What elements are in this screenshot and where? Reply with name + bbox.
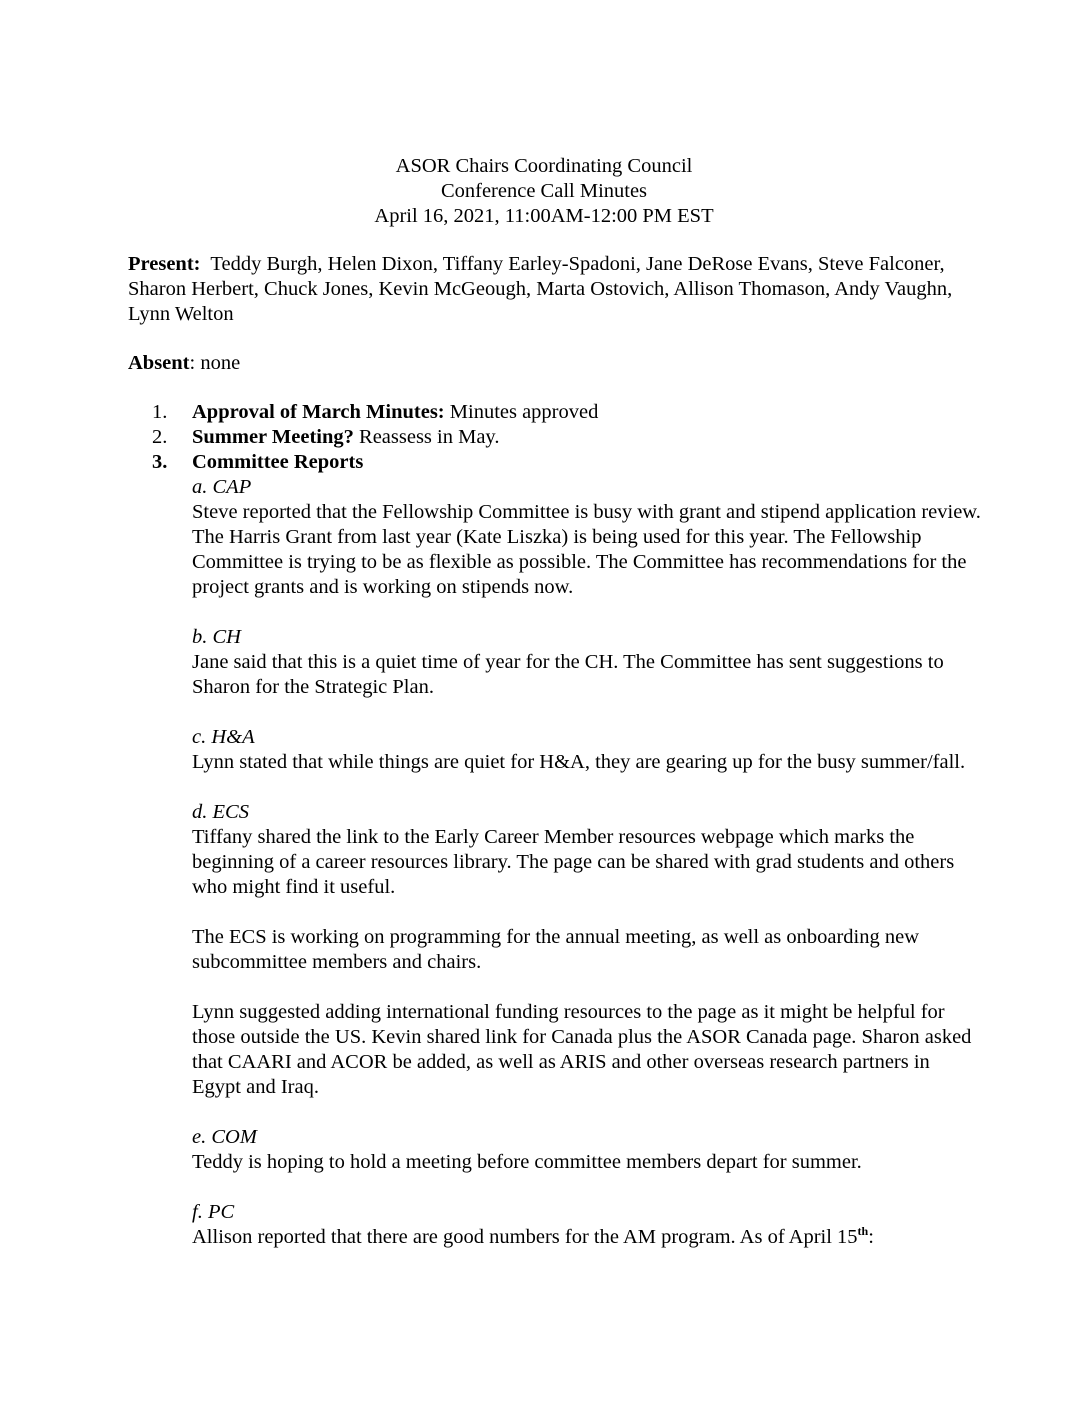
- agenda-list: [152, 400, 982, 1250]
- absent-value: : none: [189, 352, 241, 374]
- agenda-item: [152, 425, 982, 450]
- absent-label: Absent: [128, 352, 190, 374]
- report-ha: [192, 725, 982, 800]
- agenda-item-text: Minutes approved: [444, 401, 599, 423]
- document-type: Conference Call Minutes: [440, 180, 648, 202]
- agenda-item-label: Committee Reports: [192, 451, 364, 473]
- report-paragraph: Lynn suggested adding international funding resources to the page as it might be helpful for those outside the US. Kevin shared link for Canada plus the ASOR Canada page. Sharon asked that CAARI and ACOR be added, as well as ARIS and other overseas research partners in Egypt and Iraq.: [192, 1001, 972, 1098]
- meeting-date-time: April 16, 2021, 11:00AM-12:00 PM EST: [374, 205, 714, 227]
- agenda-item: [152, 450, 982, 475]
- present-names: Teddy Burgh, Helen Dixon, Tiffany Earley-Spadoni, Jane DeRose Evans, Steve Falconer, Sharon Herbert, Chuck Jones, Kevin McGeough, Marta Ostovich, Allison Thomason, Andy Vaughn, Lynn Welton: [128, 253, 953, 325]
- ordinal-suffix: th: [857, 1224, 869, 1239]
- report-paragraph: Jane said that this is a quiet time of year for the CH. The Committee has sent suggestions to Sharon for the Strategic Plan.: [192, 651, 944, 698]
- report-paragraph: [192, 1225, 982, 1250]
- agenda-item-number: 2.: [152, 426, 168, 448]
- report-heading: d. ECS: [192, 801, 249, 823]
- report-pc: [192, 1200, 982, 1250]
- report-heading: e. COM: [192, 1126, 257, 1148]
- report-paragraph: Steve reported that the Fellowship Committee is busy with grant and stipend application review. The Harris Grant from last year (Kate Liszka) is being used for this year. The Fellowship Committee is trying to be as flexible as possible. The Committee has recommendations for the project grants and is working on stipends now.: [192, 501, 981, 598]
- org-name: ASOR Chairs Coordinating Council: [395, 155, 693, 177]
- report-ch: [192, 625, 982, 725]
- present-attendees: [128, 252, 968, 327]
- report-heading: b. CH: [192, 626, 241, 648]
- absent-attendees: [128, 351, 968, 376]
- agenda-item: [152, 400, 982, 425]
- report-paragraph: Teddy is hoping to hold a meeting before committee members depart for summer.: [192, 1151, 862, 1173]
- report-paragraph-text: Allison reported that there are good numbers for the AM program. As of April 15: [192, 1226, 858, 1248]
- agenda-item-text: Reassess in May.: [353, 426, 500, 448]
- agenda-item-number: 1.: [152, 401, 168, 423]
- present-label: Present:: [128, 253, 201, 275]
- agenda-item-label: Summer Meeting?: [192, 426, 354, 448]
- document-title-block: [0, 154, 1088, 229]
- agenda-item-number: 3.: [152, 451, 168, 473]
- report-cap: [192, 475, 982, 625]
- report-paragraph: The ECS is working on programming for the annual meeting, as well as onboarding new subcommittee members and chairs.: [192, 926, 920, 973]
- report-heading: a. CAP: [192, 476, 252, 498]
- report-com: [192, 1125, 982, 1200]
- report-paragraph-end: :: [868, 1226, 874, 1248]
- report-ecs: [192, 800, 982, 1125]
- report-paragraph: Lynn stated that while things are quiet for H&A, they are gearing up for the busy summer/fall.: [192, 751, 966, 773]
- report-paragraph: Tiffany shared the link to the Early Career Member resources webpage which marks the beginning of a career resources library. The page can be shared with grad students and others who might find it useful.: [192, 826, 955, 898]
- report-heading: c. H&A: [192, 726, 255, 748]
- report-heading: f. PC: [192, 1201, 235, 1223]
- agenda-item-label: Approval of March Minutes:: [192, 401, 445, 423]
